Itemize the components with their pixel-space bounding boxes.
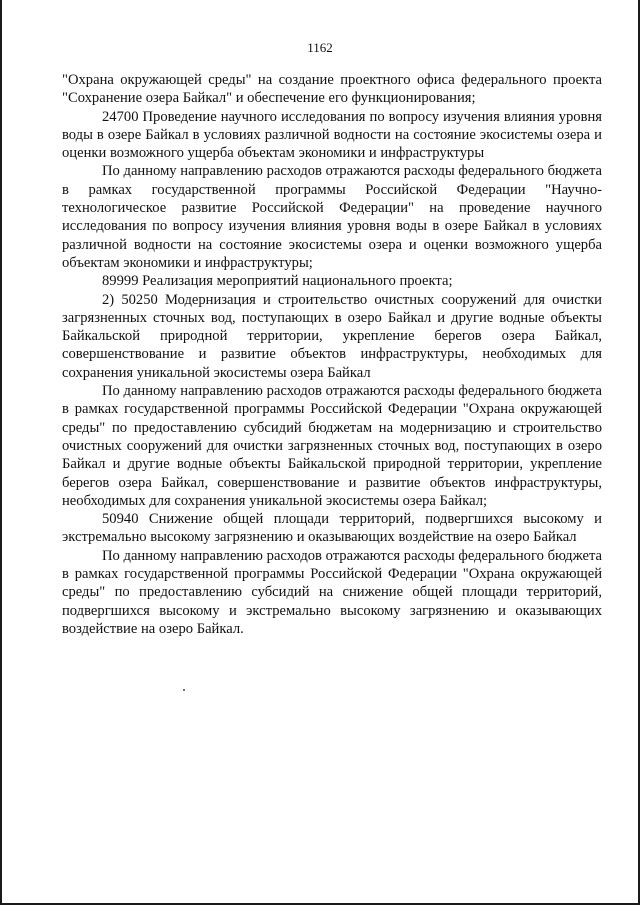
paragraph-code-50250: 2) 50250 Модернизация и строительство очистных сооружений для очистки загрязненных сточных вод, поступающих в озеро Байкал и другие водные объекты Байкальской природной территории, укрепление берегов озера Байкал, совершенствование и развитие объектов инфраструктуры, необходимых для сохранения уникальной экосистемы озера Байкал bbox=[62, 291, 602, 381]
paragraph-code-24700: 24700 Проведение научного исследования по вопросу изучения влияния уровня воды в озере Байкал в условиях различной водности на состояние экосистемы озера и оценки возможного ущерба объектам экономики и инфраструктуры bbox=[62, 108, 602, 162]
scan-edge-left bbox=[0, 0, 2, 905]
paragraph-code-89999: 89999 Реализация мероприятий национального проекта; bbox=[102, 273, 453, 290]
paragraph-continuation: "Охрана окружающей среды" на создание проектного офиса федерального проекта "Сохранение озера Байкал" и обеспечение его функционирования; bbox=[62, 72, 602, 107]
paragraph-description-50940: По данному направлению расходов отражаются расходы федерального бюджета в рамках государственной программы Российской Федерации "Охрана окружающей среды" по предоставлению субсидий на снижение общей площади территорий, подвергшихся высокому и экстремально высокому загрязнению и оказывающих воздействие на озеро Байкал. bbox=[62, 547, 602, 637]
paragraph-description-24700: По данному направлению расходов отражаются расходы федерального бюджета в рамках государственной программы Российской Федерации "Научно-технологическое развитие Российской Федерации" на проведение научного исследования по вопросу изучения влияния уровня воды в озере Байкал в условиях различной водности на состояние экосистемы озера и оценки возможного ущерба объектам экономики и инфраструктуры; bbox=[62, 163, 602, 271]
page-number: 1162 bbox=[307, 40, 333, 55]
paragraph-code-50940: 50940 Снижение общей площади территорий, подвергшихся высокому и экстремально высокому загрязнению и оказывающих воздействие на озеро Байкал bbox=[62, 511, 602, 546]
scan-speck bbox=[183, 689, 185, 691]
paragraph-description-50250: По данному направлению расходов отражаются расходы федерального бюджета в рамках государственной программы Российской Федерации "Охрана окружающей среды" по предоставлению субсидий бюджетам на модернизацию и строительство очистных сооружений для очистки загрязненных сточных вод, поступающих в озеро Байкал и другие водные объекты Байкальской природной территории, укрепление берегов озера Байкал, совершенствование и развитие объектов инфраструктуры, необходимых для сохранения уникальной экосистемы озера Байкал; bbox=[62, 383, 602, 509]
document-body bbox=[62, 71, 602, 638]
